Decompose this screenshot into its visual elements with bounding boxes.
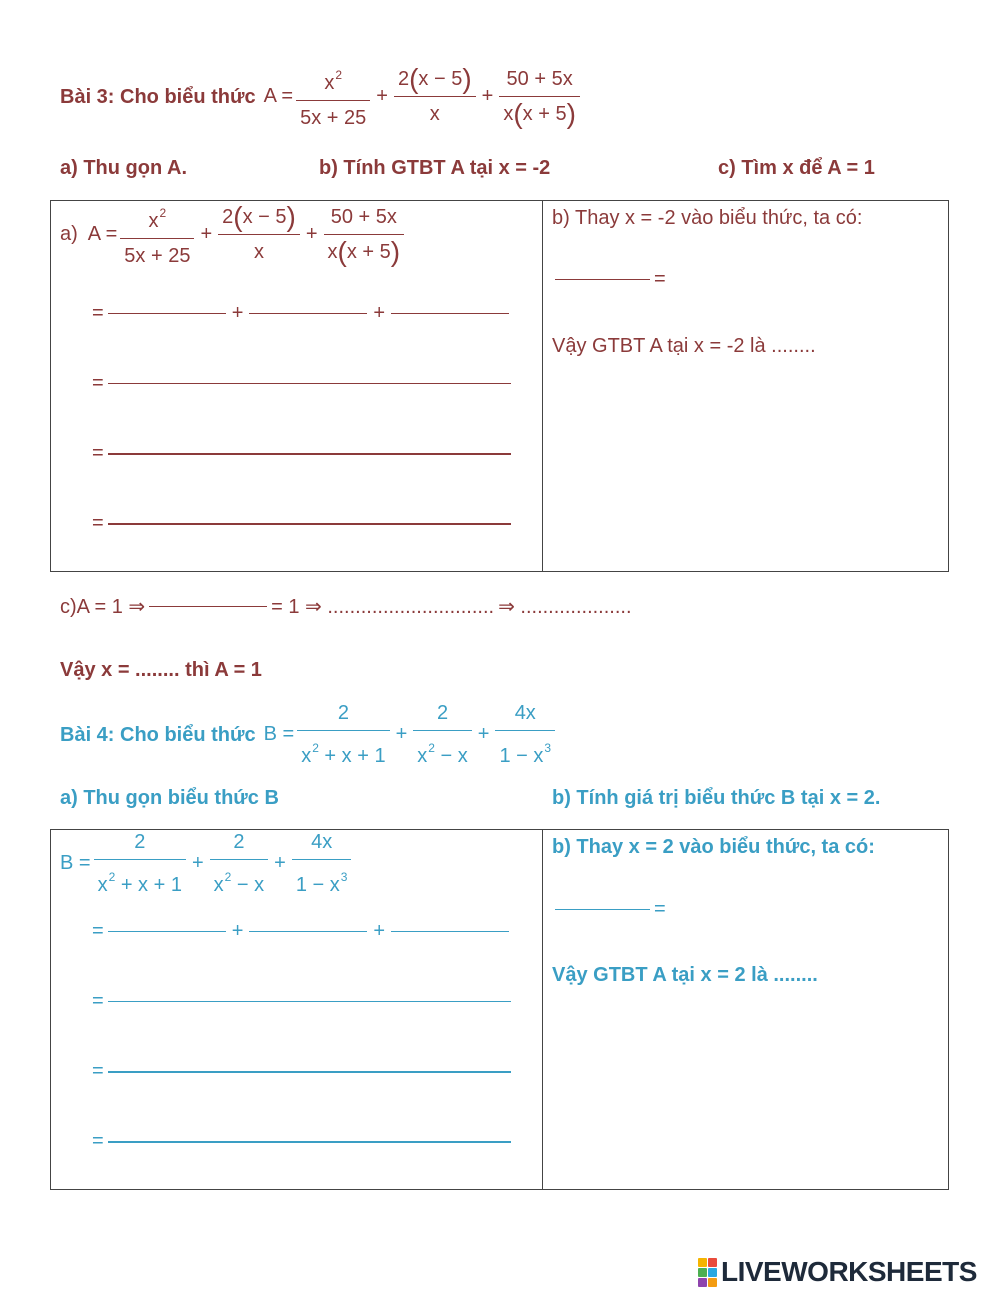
- ex4-expression: Bài 4: Cho biểu thức B = $\frac{2}{x^2 + x + 1}$ + $\frac{2}{x^2 - x}$ + $\frac{4x}{1 - x^3}$: [60, 700, 558, 769]
- ex4-box-divider: [542, 829, 543, 1190]
- liveworksheets-logo: [698, 1256, 977, 1288]
- ex4-sol-a-expression: B = $\frac{2}{x^2 + x + 1}$ + $\frac{2}{x^2 - x}$ + $\frac{4x}{1 - x^3}$: [60, 829, 354, 898]
- liveworksheets-logo-text: LIVEWORKSHEETS: [721, 1256, 977, 1287]
- ex3-part-c[interactable]: c)A = 1 ⇒ = 1 ⇒ .............................. ⇒ ....................: [60, 596, 632, 618]
- ex3-conclusion: Vậy x = ........ thì A = 1: [60, 659, 262, 681]
- ex3-question-c: c) Tìm x để A = 1: [718, 157, 875, 179]
- ex4-sol-b-conclusion: Vậy GTBT A tại x = 2 là ........: [552, 964, 818, 986]
- ex4-heading: Bài 4: Cho biểu thức: [60, 723, 256, 746]
- ex3-heading: Bài 3: Cho biểu thức: [60, 85, 256, 108]
- ex3-term2: $\frac{2(x - 5)}{x}$: [394, 66, 476, 127]
- ex4-answer-line-2[interactable]: =: [92, 990, 511, 1013]
- ex3-sol-b-answer[interactable]: =: [555, 268, 666, 291]
- ex4-answer-line-1[interactable]: = + +: [92, 920, 509, 943]
- ex3-question-a: a) Thu gọn A.: [60, 157, 188, 179]
- ex3-answer-line-3[interactable]: =: [92, 442, 511, 465]
- ex3-expression: Bài 3: Cho biểu thức A = $\frac{x^2}{5x + 25}$ + $\frac{2(x - 5)}{x}$ + $\frac{50 + 5x}{x(x + 5)}$: [60, 62, 583, 131]
- ex4-question-b: b) Tính giá trị biểu thức B tại x = 2.: [552, 787, 881, 809]
- ex3-answer-line-4[interactable]: =: [92, 512, 511, 535]
- liveworksheets-logo-icon: [698, 1258, 717, 1287]
- ex3-box-divider: [542, 200, 543, 572]
- ex3-answer-line-2[interactable]: =: [92, 372, 511, 395]
- ex4-answer-line-3[interactable]: =: [92, 1060, 511, 1083]
- ex4-answer-line-4[interactable]: =: [92, 1130, 511, 1153]
- ex4-question-a: a) Thu gọn biểu thức B: [60, 787, 279, 809]
- ex3-sol-a-expression: a) A = $\frac{x^2}{5x + 25}$ + $\frac{2(x - 5)}{x}$ + $\frac{50 + 5x}{x(x + 5)}$: [60, 200, 407, 269]
- ex4-term1: $\frac{2}{x^2 + x + 1}$: [297, 700, 389, 769]
- ex3-term3: $\frac{50 + 5x}{x(x + 5)}$: [499, 66, 580, 127]
- ex3-term1: $\frac{x^2}{5x + 25}$: [296, 62, 370, 131]
- ex4-term3: $\frac{4x}{1 - x^3}$: [495, 700, 555, 769]
- ex4-B-eq: B =: [263, 723, 295, 745]
- ex3-answer-line-1[interactable]: = + +: [92, 302, 509, 325]
- ex4-term2: $\frac{2}{x^2 - x}$: [413, 700, 471, 769]
- ex4-sol-b-answer[interactable]: =: [555, 898, 666, 921]
- ex3-sol-a-label: a): [60, 223, 78, 245]
- ex3-sol-b-conclusion: Vậy GTBT A tại x = -2 là ........: [552, 335, 816, 357]
- ex3-sol-b-line1: b) Thay x = -2 vào biểu thức, ta có:: [552, 207, 863, 229]
- ex3-question-b: b) Tính GTBT A tại x = -2: [319, 157, 551, 179]
- ex4-sol-b-line1: b) Thay x = 2 vào biểu thức, ta có:: [552, 836, 875, 858]
- ex3-A-eq: A =: [263, 85, 294, 107]
